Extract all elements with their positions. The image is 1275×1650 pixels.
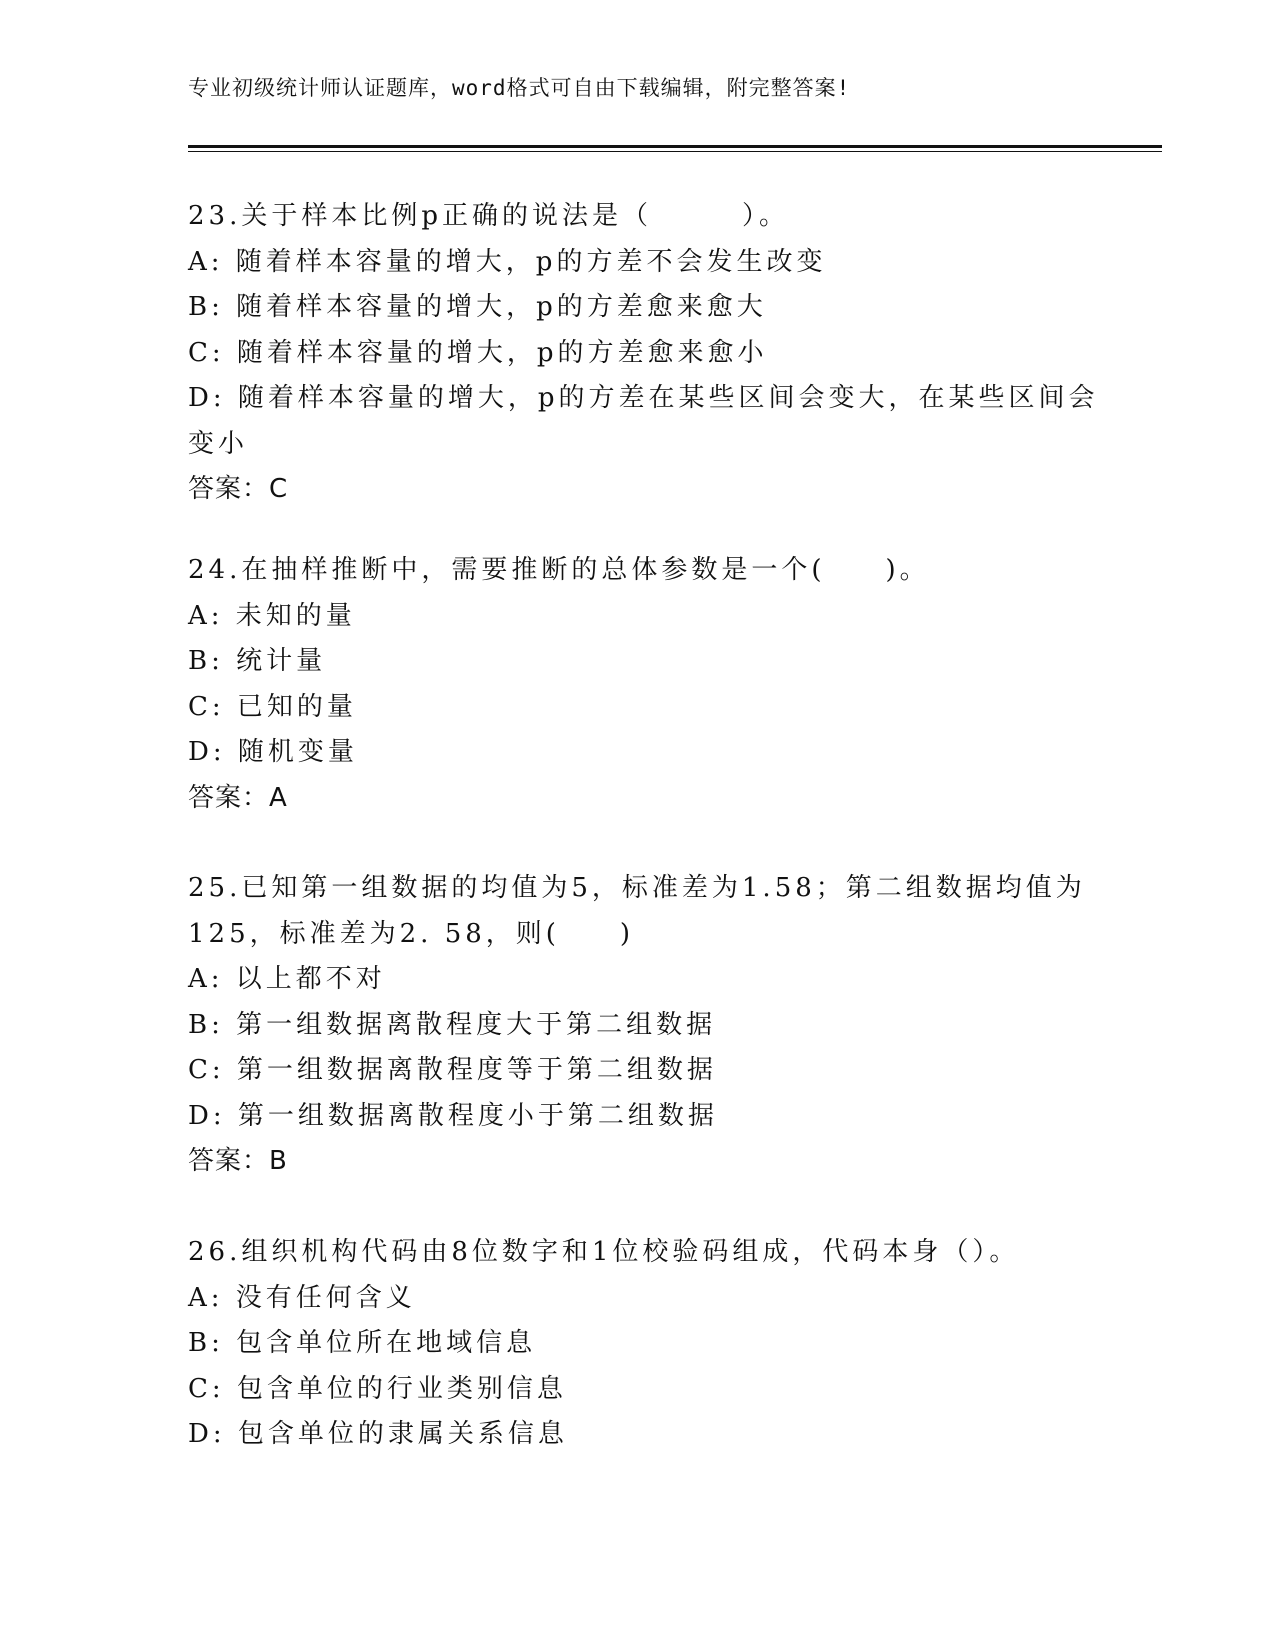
option-c: C: 随着样本容量的增大，p的方差愈来愈小 [188, 337, 768, 368]
option-a: A: 随着样本容量的增大，p的方差不会发生改变 [188, 246, 827, 277]
question-stem: 24.在抽样推断中，需要推断的总体参数是一个( )。 [188, 555, 930, 585]
option-a: A: 以上都不对 [188, 964, 386, 994]
header-rule-thin [188, 151, 1162, 152]
option-d-continuation: 变小 [188, 428, 249, 459]
option-b: B: 第一组数据离散程度大于第二组数据 [188, 1009, 717, 1040]
option-d: D: 随着样本容量的增大，p的方差在某些区间会变大，在某些区间会 [188, 383, 1099, 413]
option-d: D: 第一组数据离散程度小于第二组数据 [188, 1100, 718, 1131]
question-stem: 26.组织机构代码由8位数字和1位校验码组成，代码本身（）。 [188, 1237, 1020, 1267]
option-b: B: 统计量 [188, 646, 327, 676]
question-stem: 25.已知第一组数据的均值为5，标准差为1.58；第二组数据均值为 [188, 873, 1086, 903]
option-c: C: 已知的量 [188, 691, 357, 722]
answer-text: 答案：A [188, 782, 288, 813]
header-rule-thick [188, 145, 1162, 148]
question-stem-continuation: 125，标准差为2. 58，则( ) [188, 918, 635, 949]
question-24 [188, 548, 1088, 821]
question-stem: 23.关于样本比例p正确的说法是（ ）。 [188, 201, 789, 231]
option-c: C: 第一组数据离散程度等于第二组数据 [188, 1055, 717, 1085]
option-a: A: 未知的量 [188, 600, 356, 631]
option-d: D: 包含单位的隶属关系信息 [188, 1419, 568, 1449]
option-c: C: 包含单位的行业类别信息 [188, 1373, 567, 1404]
option-b: B: 包含单位所在地域信息 [188, 1328, 537, 1358]
question-25 [188, 866, 1088, 1185]
option-a: A: 没有任何含义 [188, 1282, 416, 1313]
question-23 [188, 194, 1099, 513]
answer-text: 答案：B [188, 1146, 288, 1176]
option-d: D: 随机变量 [188, 737, 358, 767]
question-26 [188, 1230, 1088, 1458]
answer-text: 答案：C [188, 474, 289, 504]
option-b: B: 随着样本容量的增大，p的方差愈来愈大 [188, 292, 767, 322]
page-header: 专业初级统计师认证题库，word格式可自由下载编辑，附完整答案! [188, 76, 851, 100]
